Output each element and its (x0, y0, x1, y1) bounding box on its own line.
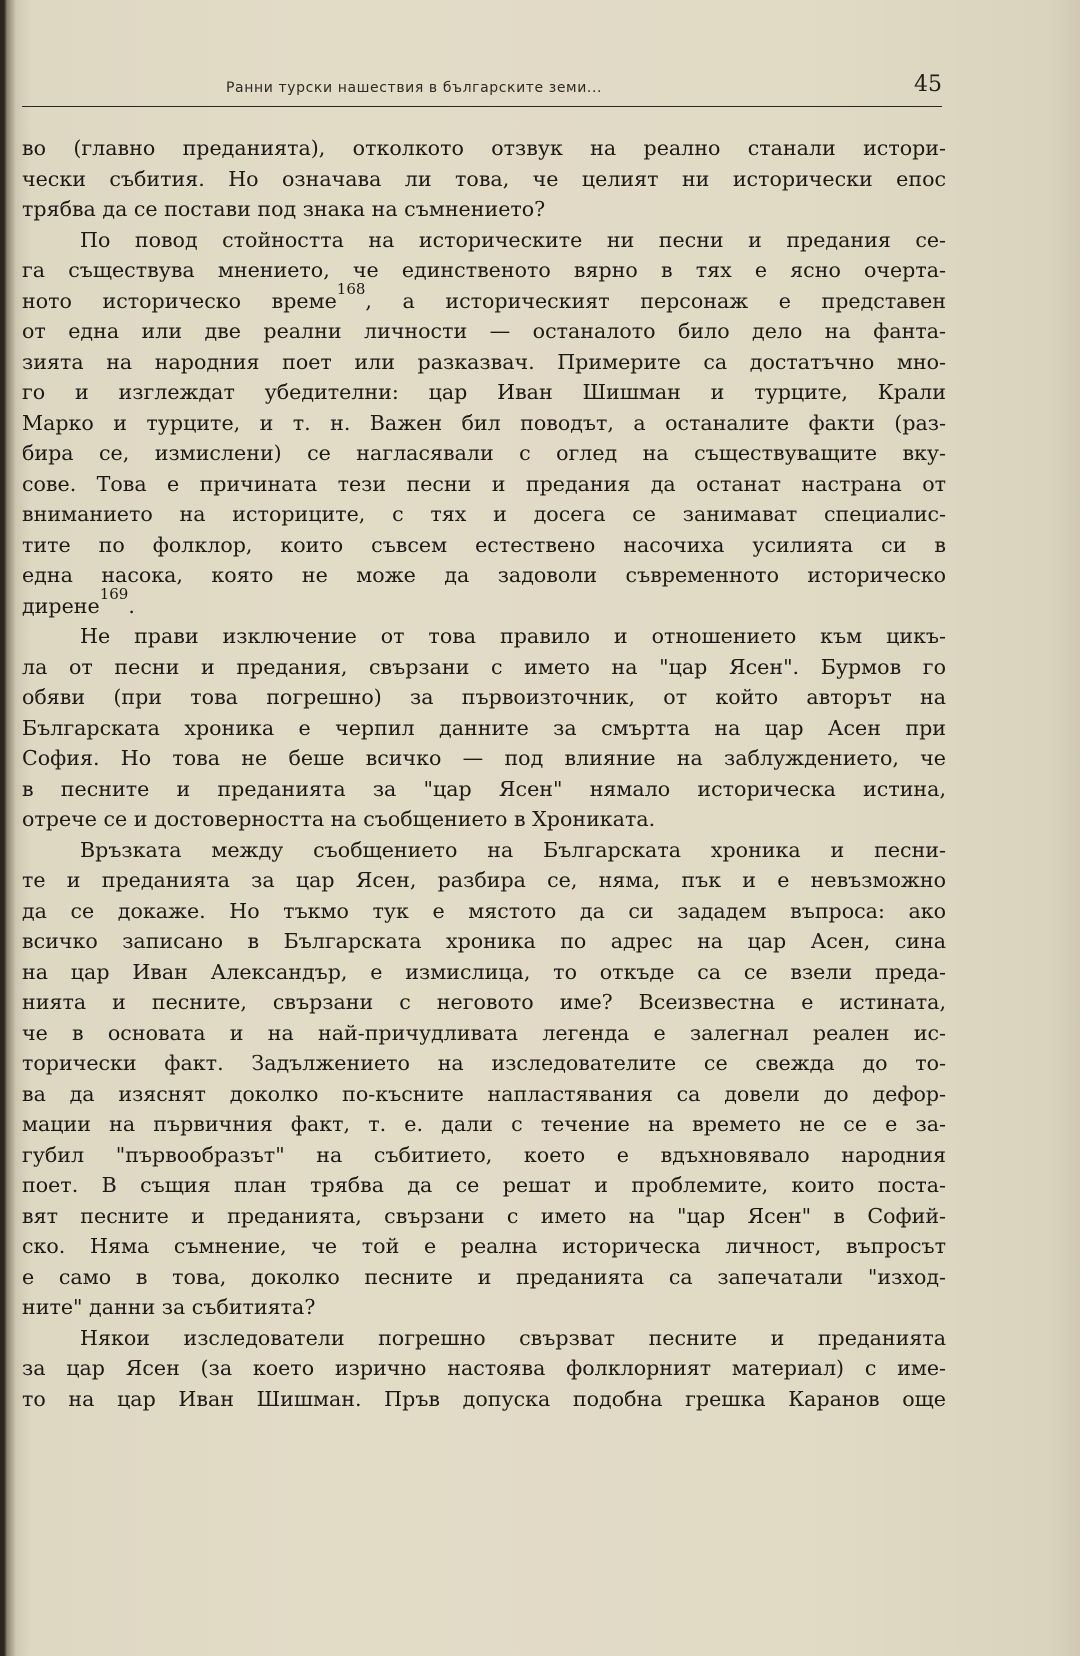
text-line: чески събития. Но означава ли това, че целият ни исторически епос (22, 166, 946, 191)
text-line: мации на първичния факт, т. е. дали с течение на времето не се е за- (22, 1112, 946, 1136)
text-line: то на цар Иван Шишман. Пръв допуска подобна грешка Каранов още (22, 1386, 946, 1411)
footnote-ref-169: 169 (99, 584, 129, 603)
text-line: отрече се и достоверността на съобщението в Хрониката. (22, 807, 656, 831)
text-line: вниманието на историците, с тях и досега се занимават специалис- (22, 502, 946, 526)
text-line: Марко и турците, и т. н. Важен бил поводът, а останалите факти (раз- (22, 410, 946, 435)
page-number: 45 (914, 72, 942, 97)
text-line: е само в това, доколко песните и преданията са запечатали "изход- (22, 1264, 946, 1289)
text-line: от една или две реални личности — останалото било дело на фанта- (22, 319, 946, 343)
paragraph-start-line: Връзката между съобщението на Българската хроника и песни- (80, 837, 946, 862)
paragraph-start-line: По повод стойността на историческите ни песни и предания се- (80, 227, 946, 252)
paragraph-start-line: Не прави изключение от това правило и отношението към цикъ- (80, 624, 946, 648)
text-line: торически факт. Задължението на изследователите се свежда до то- (22, 1051, 946, 1075)
text-line: ва да изяснят доколко по-късните напластявания са довели до дефор- (22, 1081, 946, 1106)
running-title: Ранни турски нашествия в българските земи... (226, 80, 603, 96)
text-line: в песните и преданията за "цар Ясен" нямало историческа истина, (22, 776, 946, 801)
body-text (22, 133, 946, 1414)
text-fragment: ното историческо време (22, 288, 337, 313)
text-line: за цар Ясен (за което изрично настоява фолклорният материал) с име- (22, 1356, 946, 1380)
text-line: на цар Иван Александър, е измислица, то откъде са се взели преда- (22, 959, 946, 984)
paragraph-start-line: Някои изследователи погрешно свързват песните и преданията (80, 1325, 946, 1350)
footnote-ref-168: 168 (336, 279, 366, 298)
text-line: ско. Няма съмнение, че той е реална историческа личност, въпросът (22, 1234, 946, 1258)
text-fragment: , а историческият персонаж е представен (365, 288, 946, 313)
text-line-with-footnote (22, 584, 946, 622)
text-line: сове. Това е причината тези песни и предания да останат настрана от (22, 471, 946, 496)
text-line: ните" данни за събитията? (22, 1295, 316, 1319)
text-fragment: . (128, 593, 135, 618)
text-line-with-footnote (22, 279, 946, 317)
text-line: Българската хроника е черпил данните за смъртта на цар Асен при (22, 715, 946, 740)
text-line: всичко записано в Българската хроника по адрес на цар Асен, сина (22, 929, 946, 953)
text-line: те и преданията за цар Ясен, разбира се, няма, пък и е невъзможно (22, 868, 946, 892)
text-line: че в основата и на най-причудливата легенда е залегнал реален ис- (22, 1020, 946, 1045)
text-line: ла от песни и предания, свързани с името на "цар Ясен". Бурмов го (22, 654, 946, 679)
text-line: бира се, измислени) се нагласявали с оглед на съществуващите вку- (22, 441, 946, 465)
text-line: поет. В същия план трябва да се решат и проблемите, които поста- (22, 1173, 946, 1197)
text-line: обяви (при това погрешно) за първоизточник, от който авторът на (22, 685, 946, 709)
text-line: една насока, която не може да задоволи съвременното историческо (22, 563, 946, 587)
text-fragment: дирене (22, 593, 100, 618)
text-line: трябва да се постави под знака на съмнението? (22, 197, 546, 221)
text-line: га съществува мнението, че единственото вярно в тях е ясно очерта- (22, 258, 946, 282)
text-line: зията на народния поет или разказвач. Примерите са достатъчно мно- (22, 349, 946, 374)
text-line: го и изглеждат убедителни: цар Иван Шишман и турците, Крали (22, 380, 946, 404)
text-line: вят песните и преданията, свързани с името на "цар Ясен" в Софий- (22, 1203, 946, 1228)
text-line: во (главно преданията), отколкото отзвук на реално станали истори- (22, 136, 946, 160)
text-line: тите по фолклор, които съвсем естествено насочиха усилията си в (22, 532, 946, 557)
text-line: губил "първообразът" на събитието, което е вдъхновявало народния (22, 1142, 946, 1167)
page-header (22, 66, 942, 107)
text-line: да се докаже. Но тъкмо тук е мястото да си зададем въпроса: ако (22, 898, 946, 923)
text-line: София. Но това не беше всичко — под влияние на заблуждението, че (22, 746, 946, 770)
text-line: нията и песните, свързани с неговото име? Всеизвестна е истината, (22, 990, 946, 1014)
